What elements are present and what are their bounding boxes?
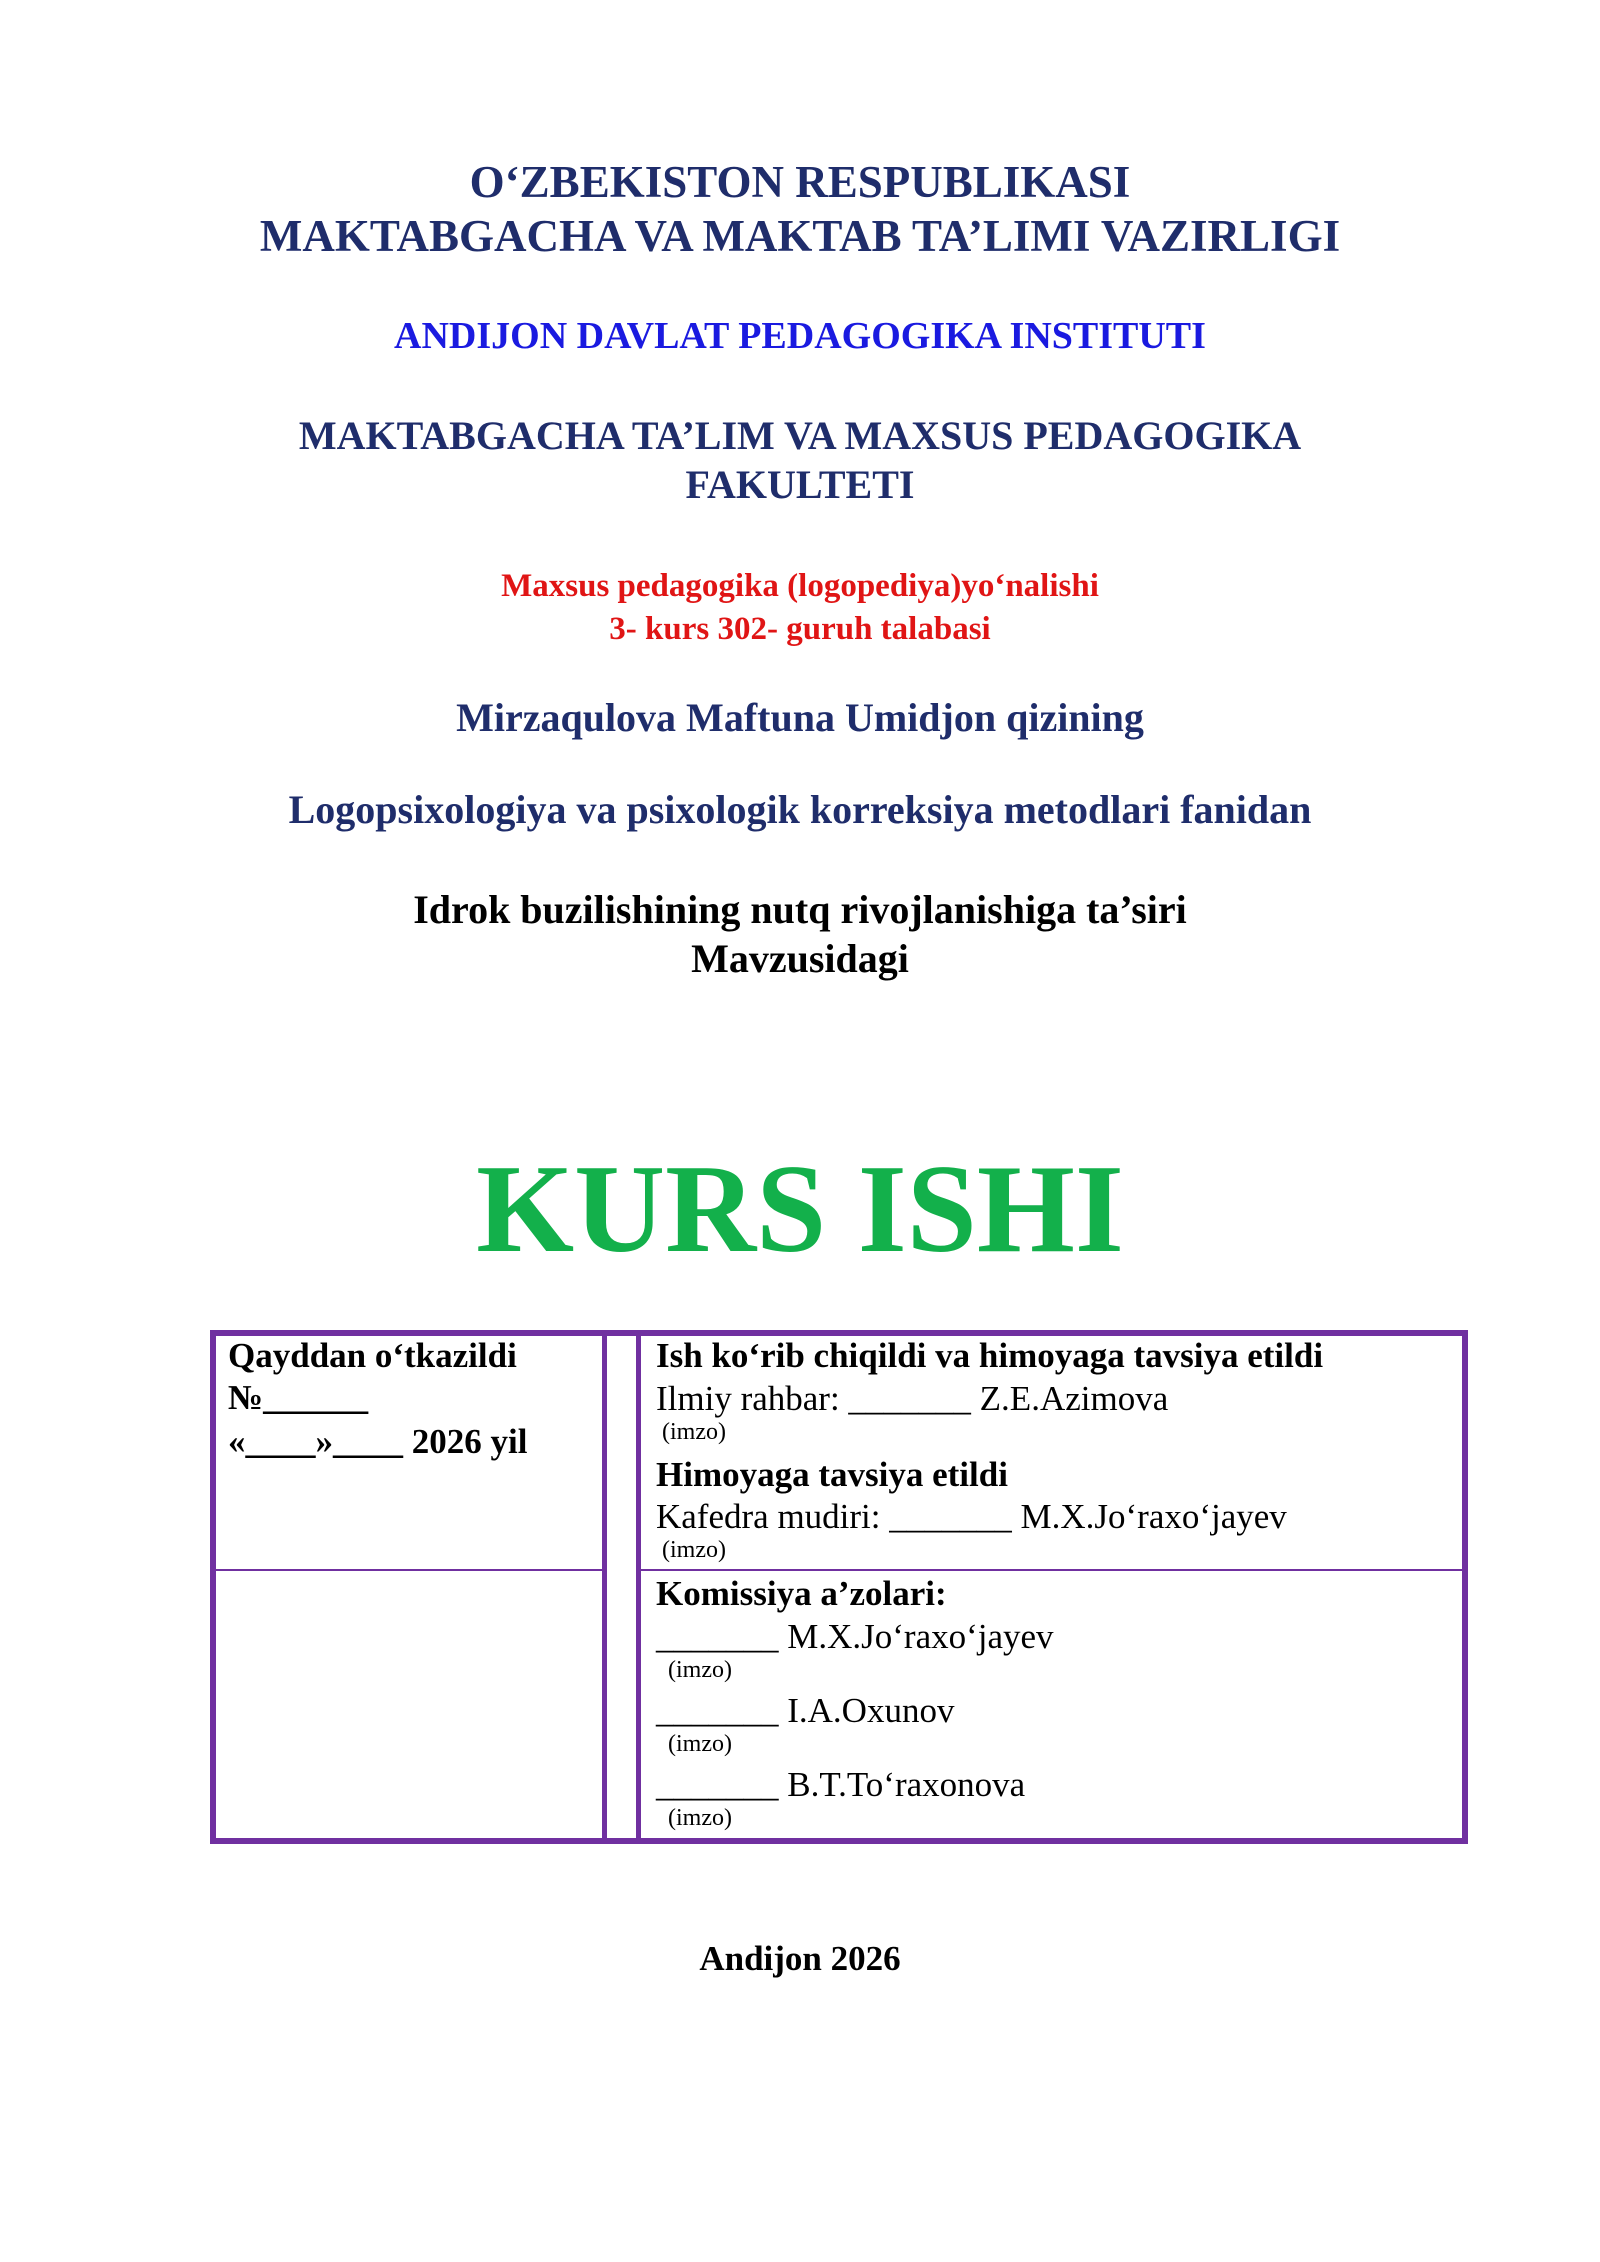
signature-caption: (imzo) bbox=[668, 1657, 732, 1683]
commission-heading: Komissiya a’zolari: bbox=[656, 1574, 947, 1613]
review-heading: Ish ko‘rib chiqildi va himoyaga tavsiya etildi bbox=[656, 1336, 1324, 1375]
republic-heading: O‘ZBEKISTON RESPUBLIKASI bbox=[469, 157, 1131, 207]
faculty-name-line2: FAKULTETI bbox=[685, 462, 915, 507]
student-direction: Maxsus pedagogika (logopediya)yo‘nalishi bbox=[501, 568, 1099, 604]
table-divider bbox=[216, 1569, 602, 1571]
commission-member: _______ I.A.Oxunov bbox=[656, 1691, 955, 1730]
subject-name: Logopsixologiya va psixologik korreksiya metodlari fanidan bbox=[288, 787, 1312, 832]
department-head-line: Kafedra mudiri: _______ M.X.Jo‘raxo‘jayev bbox=[656, 1497, 1287, 1536]
place-year: Andijon 2026 bbox=[699, 1939, 901, 1978]
recommended-heading: Himoyaga tavsiya etildi bbox=[656, 1455, 1008, 1494]
registration-date: «____»____ 2026 yil bbox=[228, 1422, 528, 1461]
faculty-name-line1: MAKTABGACHA TA’LIM VA MAXSUS PEDAGOGIKA bbox=[298, 413, 1302, 458]
topic-suffix: Mavzusidagi bbox=[691, 936, 909, 981]
supervisor-line: Ilmiy rahbar: _______ Z.E.Azimova bbox=[656, 1379, 1169, 1418]
signature-caption: (imzo) bbox=[668, 1731, 732, 1757]
student-name: Mirzaqulova Maftuna Umidjon qizining bbox=[456, 695, 1144, 740]
signature-caption: (imzo) bbox=[662, 1537, 726, 1563]
ministry-heading: MAKTABGACHA VA MAKTAB TA’LIMI VAZIRLIGI bbox=[259, 211, 1341, 261]
document-title: KURS ISHI bbox=[476, 1140, 1124, 1279]
commission-member: _______ B.T.To‘raxonova bbox=[656, 1765, 1026, 1804]
registration-number: №______ bbox=[228, 1378, 369, 1417]
signature-caption: (imzo) bbox=[662, 1419, 726, 1445]
student-group: 3- kurs 302- guruh talabasi bbox=[609, 611, 991, 647]
table-divider bbox=[602, 1330, 607, 1844]
institute-name: ANDIJON DAVLAT PEDAGOGIKA INSTITUTI bbox=[394, 315, 1206, 357]
topic-title: Idrok buzilishining nutq rivojlanishiga ta’siri bbox=[413, 887, 1187, 932]
commission-member: _______ M.X.Jo‘raxo‘jayev bbox=[656, 1617, 1054, 1656]
registration-label: Qayddan o‘tkazildi bbox=[228, 1336, 517, 1375]
table-divider bbox=[641, 1569, 1462, 1571]
signature-caption: (imzo) bbox=[668, 1805, 732, 1831]
table-divider bbox=[636, 1330, 641, 1844]
